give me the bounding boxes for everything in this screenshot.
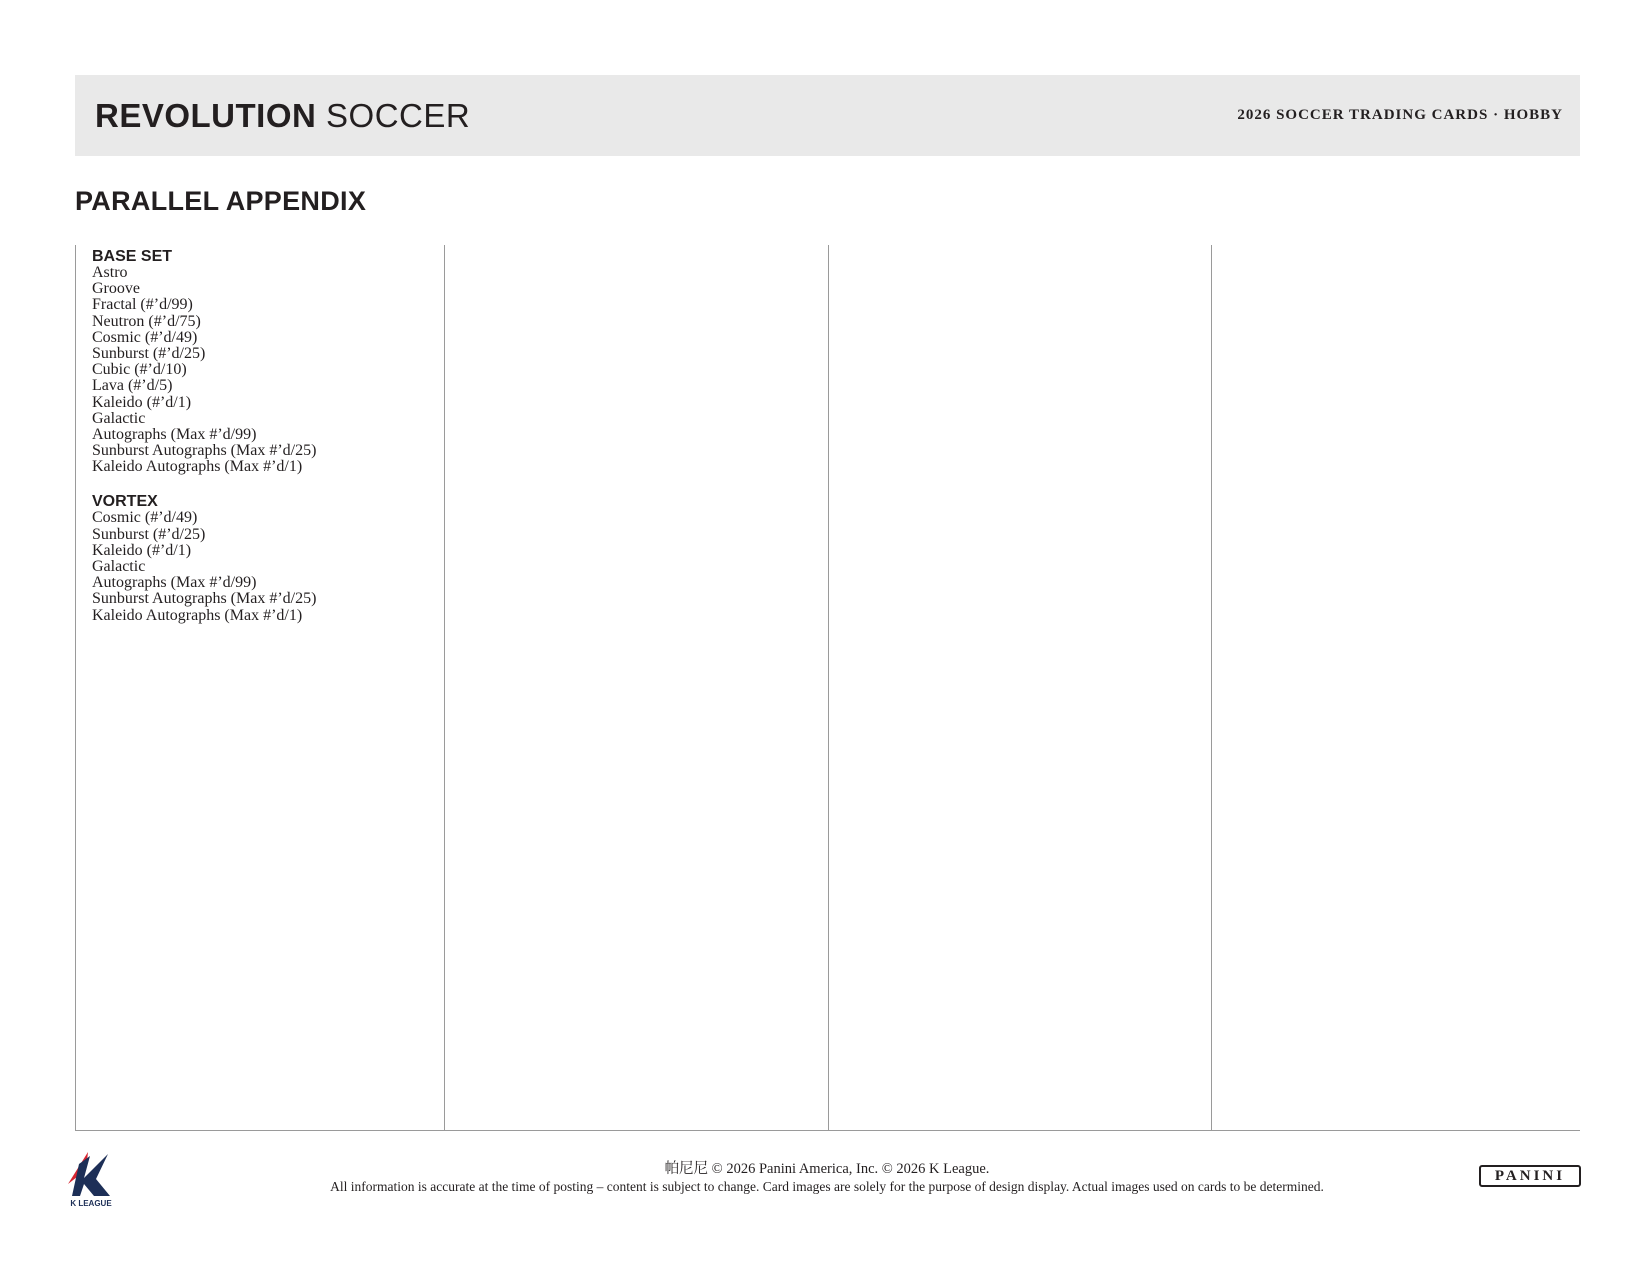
parallel-item: Sunburst (#’d/25) bbox=[92, 344, 206, 362]
parallel-item: Galactic bbox=[92, 409, 146, 427]
parallel-item: Kaleido (#’d/1) bbox=[92, 393, 192, 411]
parallel-item: Kaleido Autographs (Max #’d/1) bbox=[92, 606, 303, 624]
footer-legal bbox=[280, 1160, 1374, 1195]
parallel-item: Lava (#’d/5) bbox=[92, 377, 173, 395]
parallel-list bbox=[92, 510, 432, 623]
page-title: PARALLEL APPENDIX bbox=[75, 186, 367, 216]
parallel-item: Sunburst Autographs (Max #’d/25) bbox=[92, 442, 317, 460]
parallel-item: Autographs (Max #’d/99) bbox=[92, 574, 257, 592]
column-divider bbox=[75, 245, 76, 1130]
parallel-group-base-set bbox=[92, 248, 432, 475]
parallel-item: Sunburst Autographs (Max #’d/25) bbox=[92, 590, 317, 608]
k-league-logo-icon bbox=[66, 1148, 116, 1208]
header-tagline: 2026 SOCCER TRADING CARDS · HOBBY bbox=[1237, 107, 1563, 123]
parallel-item: Sunburst (#’d/25) bbox=[92, 525, 206, 543]
column-divider bbox=[444, 245, 445, 1130]
footer-disclaimer: All information is accurate at the time of posting – content is subject to change. Card images are solely for the purpose of design display. Actual images used on cards to be determined. bbox=[330, 1179, 1324, 1194]
brand-title bbox=[95, 97, 470, 135]
parallel-item: Cubic (#’d/10) bbox=[92, 361, 187, 379]
parallel-item: Astro bbox=[92, 264, 128, 281]
brand-title-bold: REVOLUTION bbox=[95, 97, 317, 134]
group-title: VORTEX bbox=[92, 493, 158, 511]
brand-title-light: SOCCER bbox=[326, 97, 471, 134]
parallel-item: Galactic bbox=[92, 558, 146, 575]
panini-logo: PANINI bbox=[1479, 1165, 1581, 1187]
header-bar bbox=[75, 75, 1580, 156]
k-league-logo-text: K LEAGUE bbox=[70, 1199, 112, 1208]
column-divider bbox=[1211, 245, 1212, 1130]
parallel-list bbox=[92, 265, 432, 475]
k-league-logo bbox=[66, 1148, 116, 1208]
parallel-item: Kaleido Autographs (Max #’d/1) bbox=[92, 458, 303, 476]
parallel-columns bbox=[75, 245, 1580, 1131]
parallel-item: Groove bbox=[92, 280, 140, 298]
group-title: BASE SET bbox=[92, 248, 173, 265]
parallel-item: Fractal (#’d/99) bbox=[92, 296, 193, 314]
column-divider bbox=[828, 245, 829, 1130]
parallel-item: Cosmic (#’d/49) bbox=[92, 328, 198, 346]
parallel-item: Autographs (Max #’d/99) bbox=[92, 425, 257, 443]
parallel-group-vortex bbox=[92, 493, 432, 623]
footer-copyright: 帕尼尼 © 2026 Panini America, Inc. © 2026 K League. bbox=[664, 1161, 990, 1177]
parallel-item: Cosmic (#’d/49) bbox=[92, 509, 198, 527]
parallel-item: Kaleido (#’d/1) bbox=[92, 541, 192, 559]
column-1 bbox=[92, 248, 432, 642]
parallel-item: Neutron (#’d/75) bbox=[92, 312, 201, 330]
